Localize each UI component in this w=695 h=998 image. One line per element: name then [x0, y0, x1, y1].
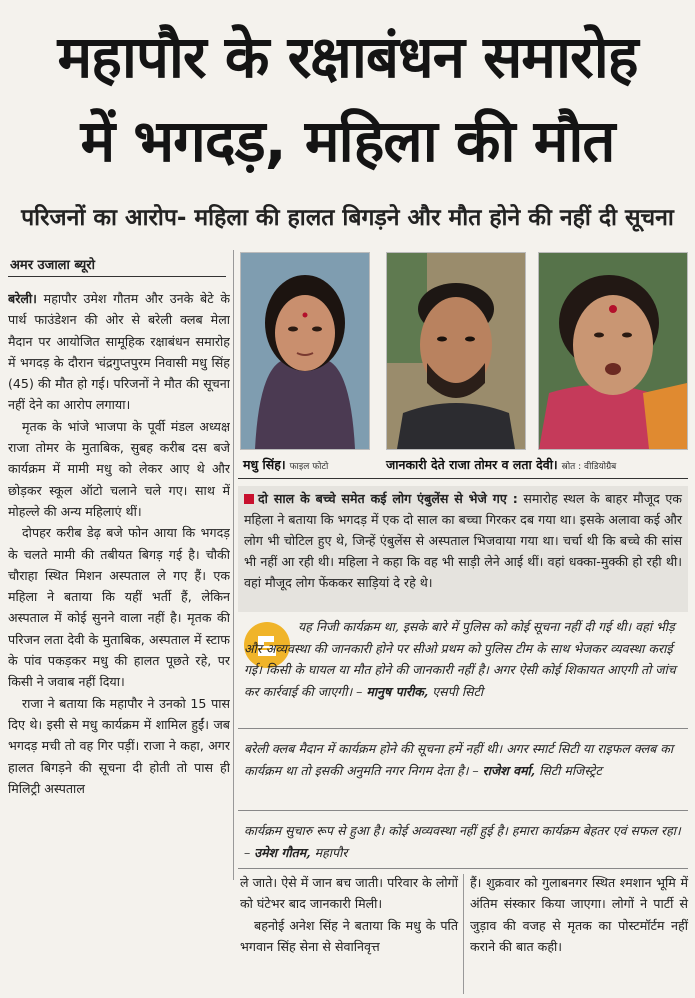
- caption-divider: [238, 478, 688, 479]
- paragraph-2: मृतक के भांजे भाजपा के पूर्वी मंडल अध्यक्ष राजा तोमर के मुताबिक, सुबह करीब दस बजे कार्यक्रम में मामी मधु को लेकर आए थे और छोड़कर स्कूल ऑटो चलाने चले गए। साथ में मोहल्ले की अन्य महिलाएं थीं।: [8, 418, 230, 519]
- paragraph-1-text: महापौर उमेश गौतम और उनके बेटे के पार्थ फाउंडेशन की ओर से बरेली क्लब मेला मैदान पर आयोजित सामूहिक रक्षाबंधन समारोह में भगदड़ के दौरान चंद्रगुप्तपुरम निवासी मधु सिंह (45) की मौत हो गई। परिजनों ने मौत की सूचना नहीं देने का आरोप लगाया।: [8, 291, 230, 413]
- caption-madhu-credit: फाइल फोटो: [289, 462, 329, 472]
- photo-madhu-singh: [240, 252, 370, 450]
- caption-raja-credit: स्रोत : वीडियोग्रैब: [561, 462, 617, 472]
- red-square-bullet-icon: [244, 494, 254, 504]
- caption-madhu: [243, 456, 383, 473]
- byline: अमर उजाला ब्यूरो: [10, 258, 95, 273]
- paragraph-4: राजा ने बताया कि महापौर ने उनको 15 पास दिए थे। इसी से मधु कार्यक्रम में शामिल हुईं। जब भगदड़ मची तो वह गिर पड़ीं। राजा ने कहा, अगर हालत बिगड़ने की सूचना दी होती तो पास ही मिलिट्री अस्पताल: [8, 695, 230, 796]
- subheadline: परिजनों का आरोप- महिला की हालत बिगड़ने और मौत होने की नहीं दी सूचना: [21, 205, 674, 231]
- bottom-col3-para: हैं। शुक्रवार को गुलाबनगर स्थित श्मशान भूमि में अंतिम संस्कार किया जाएगा। लोगों ने पार्टी से जुड़ाव की वजह से मृतक का पोस्टमॉर्टम नहीं कराने की बात कही।: [470, 875, 688, 954]
- caption-raja-lata: [386, 456, 688, 473]
- quote-sp-role: एसपी सिटी: [432, 683, 484, 699]
- quote-mayor-name: उमेश गौतम,: [254, 844, 311, 860]
- quote-sp-name: मानुष पारीक,: [366, 683, 429, 699]
- ambulance-box-body: समारोह स्थल के बाहर मौजूद एक महिला ने बताया कि भगदड़ में एक दो साल का बच्चा गिरकर दब गया था। इसके अलावा कई और लोग भी चोटिल हुए थे, जिन्हें एंबुलेंस से अस्पताल भिजवाया गया था। चर्चा थी कि बच्चे की सांस भी नहीं आ रही थी। महिला ने कहा कि वह भी साड़ी लेने आई थीं। वहां धक्का-मुक्की हो रही थी। वहां मौजूद लोग फेंककर साड़ियां दे रहे थे।: [244, 491, 682, 590]
- bottom-col2-para-1: ले जाते। ऐसे में जान बच जाती। परिवार के लोगों को घंटेभर बाद जानकारी मिली।: [240, 875, 458, 912]
- quote-sp-city: यह निजी कार्यक्रम था, इसके बारे में पुलिस को कोई सूचना नहीं दी गई थी। वहां भीड़ और अव्यवस्था की जानकारी होने पर सीओ प्रथम को पुलिस टीम के साथ भेजकर व्यवस्था कराई गई। किसी के घायल या मौत होने की जानकारी नहीं है। अगर ऐसी कोई शिकायत आएगी तो जांच कर कार्रवाई की जाएगी। – मानुष पारीक, एसपी सिटी: [244, 619, 676, 699]
- ambulance-box-text: [238, 486, 688, 593]
- bottom-column-3: [470, 872, 688, 957]
- quote-divider-3: [238, 868, 688, 869]
- byline-divider: [8, 276, 226, 277]
- ambulance-box-lead: दो साल के बच्चे समेत कई लोग एंबुलेंस से भेजे गए :: [258, 491, 518, 506]
- paragraph-1: [8, 288, 230, 416]
- ambulance-box: [238, 486, 688, 612]
- photo-lata-devi: [538, 252, 688, 450]
- quote-divider-1: [238, 728, 688, 729]
- dateline: बरेली।: [8, 291, 37, 306]
- column-divider: [233, 250, 234, 880]
- quote-divider-2: [238, 810, 688, 811]
- caption-madhu-name: मधु सिंह।: [243, 457, 286, 472]
- quote-magistrate-text: बरेली क्लब मैदान में कार्यक्रम होने की सूचना हमें नहीं थी। अगर स्मार्ट सिटी या राइफल क्लब का कार्यक्रम था तो इसकी अनुमति नगर निगम देता है।: [244, 741, 674, 778]
- quote-city-magistrate: बरेली क्लब मैदान में कार्यक्रम होने की सूचना हमें नहीं थी। अगर स्मार्ट सिटी या राइफल क्लब का कार्यक्रम था तो इसकी अनुमति नगर निगम देता है। – राजेश वर्मा, सिटी मजिस्ट्रेट: [244, 741, 674, 778]
- headline-line-1: महापौर के रक्षाबंधन समारोह: [57, 23, 638, 91]
- quote-mayor-text: कार्यक्रम सुचारु रूप से हुआ है। कोई अव्यवस्था नहीं हुई है। हमारा कार्यक्रम बेहतर एवं सफल रहा।: [244, 823, 681, 838]
- bottom-column-2: [240, 872, 458, 957]
- quote-magistrate-role: सिटी मजिस्ट्रेट: [539, 762, 602, 778]
- caption-raja-text: जानकारी देते राजा तोमर व लता देवी।: [386, 457, 558, 472]
- bottom-column-divider: [463, 874, 464, 994]
- quote-magistrate-name: राजेश वर्मा,: [482, 762, 536, 778]
- paragraph-3: दोपहर करीब डेढ़ बजे फोन आया कि भगदड़ के चलते मामी की तबीयत बिगड़ गई है। चौकी चौराहा स्थित मिशन अस्पताल ले गए हैं। एक महिला ने बताया कि यहीं भर्ती हैं, लेकिन अस्पताल में कोई सुनने वाला नहीं है। मृतक की परिजन लता देवी के मुताबिक, अस्पताल में स्टाफ के पांव पकड़कर मधु की हालत पूछते रहे, पर किसी ने जवाब नहीं दिया।: [8, 525, 230, 690]
- quote-mayor: कार्यक्रम सुचारु रूप से हुआ है। कोई अव्यवस्था नहीं हुई है। हमारा कार्यक्रम बेहतर एवं सफल रहा। – उमेश गौतम, महापौर: [244, 823, 681, 860]
- quote-sp-text: यह निजी कार्यक्रम था, इसके बारे में पुलिस को कोई सूचना नहीं दी गई थी। वहां भीड़ और अव्यवस्था की जानकारी होने पर सीओ प्रथम को पुलिस टीम के साथ भेजकर व्यवस्था कराई गई। किसी के घायल या मौत होने की जानकारी नहीं है। अगर ऐसी कोई शिकायत आएगी तो जांच कर कार्रवाई की जाएगी।: [244, 619, 676, 699]
- quote-mayor-role: महापौर: [314, 844, 348, 860]
- photo-raja-tomar: [386, 252, 526, 450]
- bottom-col2-para-2: बहनोई अनेश सिंह ने बताया कि मधु के पति भगवान सिंह सेना से सेवानिवृत्त: [240, 917, 458, 954]
- left-column: [8, 288, 230, 878]
- headline-line-2: में भगदड़, महिला की मौत: [80, 107, 615, 175]
